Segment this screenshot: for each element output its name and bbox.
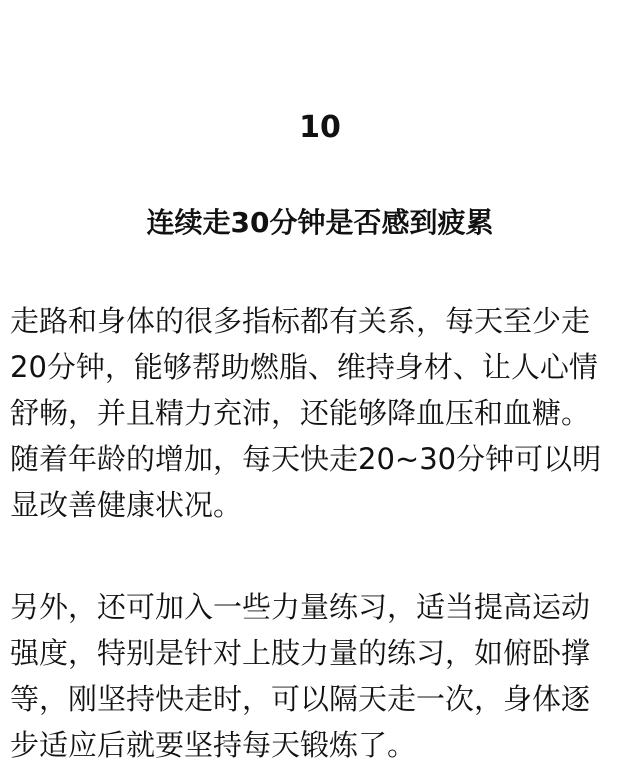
paragraph-line: 随着年龄的增加，每天快走20~30分钟可以明: [10, 442, 602, 476]
paragraph-line: 20分钟，能够帮助燃脂、维持身材、让人心情: [10, 350, 598, 384]
paragraph-line: 显改善健康状况。: [10, 488, 243, 522]
section-number: 10: [299, 110, 341, 145]
paragraph-line: 走路和身体的很多指标都有关系，每天至少走: [10, 304, 591, 338]
paragraph-line: 舒畅，并且精力充沛，还能够降血压和血糖。: [10, 396, 591, 430]
paragraph-strength-training: [10, 584, 640, 768]
paragraph-walking-benefits: [10, 298, 640, 528]
paragraph-line: 步适应后就要坚持每天锻炼了。: [10, 728, 417, 762]
section-title: 连续走30分钟是否感到疲累: [146, 206, 494, 239]
paragraph-line: 强度，特别是针对上肢力量的练习，如俯卧撑: [10, 636, 591, 670]
paragraph-line: 等，刚坚持快走时，可以隔天走一次，身体逐: [10, 682, 591, 716]
paragraph-line: 另外，还可加入一些力量练习，适当提高运动: [10, 590, 591, 624]
